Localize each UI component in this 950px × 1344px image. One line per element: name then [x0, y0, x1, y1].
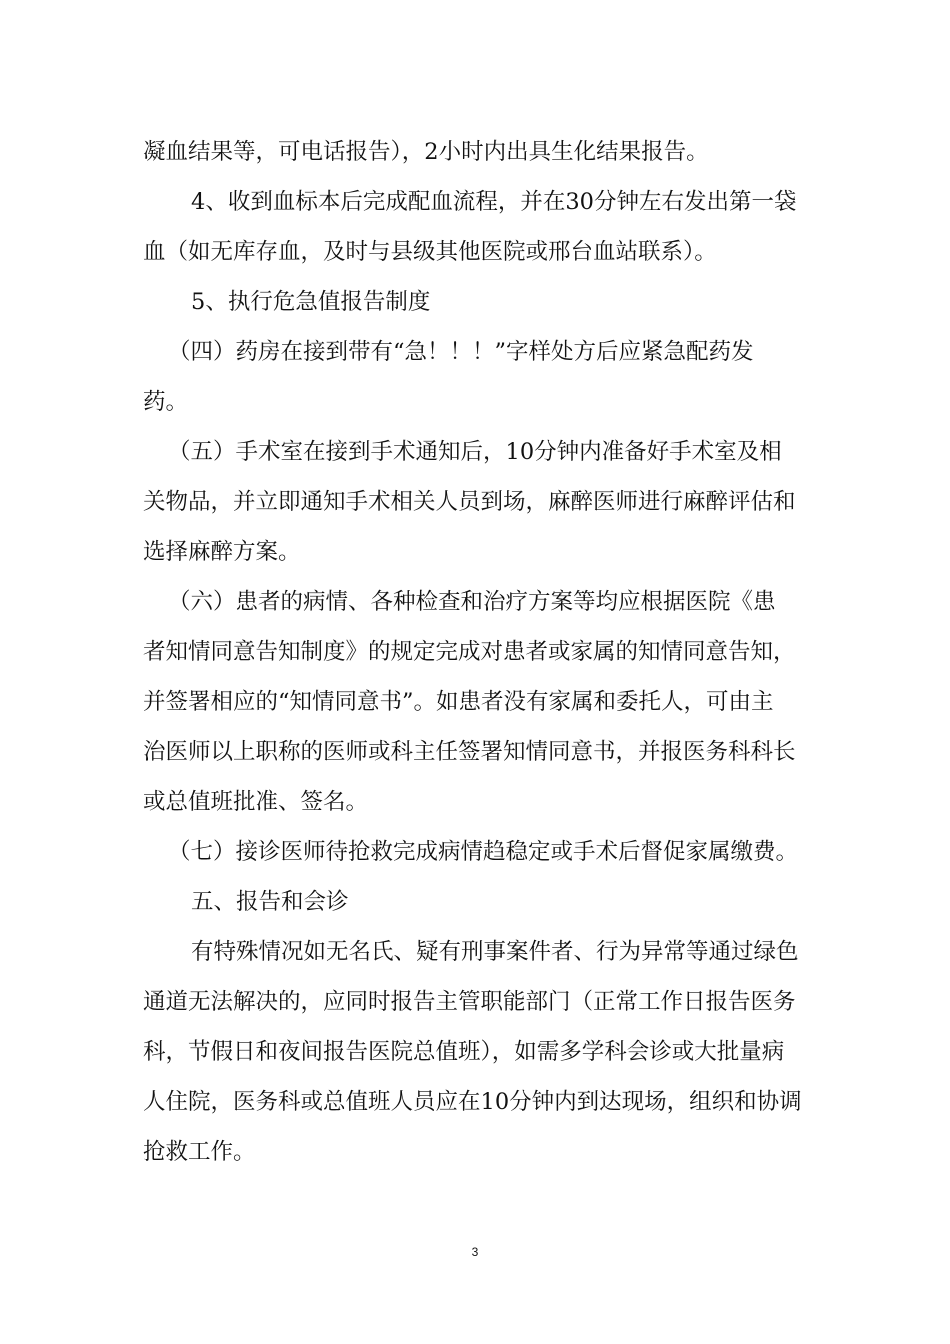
text-line: 5、执行危急值报告制度 — [191, 289, 431, 315]
text-line: 人住院，医务科或总值班人员应在10分钟内到达现场，组织和协调 — [143, 1089, 802, 1115]
text-line: （四）药房在接到带有“急！！！”字样处方后应紧急配药发 — [168, 339, 754, 365]
text-line: 药。 — [143, 389, 189, 415]
text-line: 4、收到血标本后完成配血流程，并在30分钟左右发出第一袋 — [191, 189, 797, 215]
text-line: 科，节假日和夜间报告医院总值班），如需多学科会诊或大批量病 — [143, 1039, 785, 1065]
text-line: 凝血结果等，可电话报告），2小时内出具生化结果报告。 — [143, 139, 709, 165]
page-number: 3 — [471, 1245, 479, 1259]
text-line: 或总值班批准、签名。 — [143, 789, 369, 815]
text-line: 治医师以上职称的医师或科主任签署知情同意书，并报医务科科长 — [143, 739, 796, 765]
text-line: 关物品，并立即通知手术相关人员到场，麻醉医师进行麻醉评估和 — [143, 489, 796, 515]
text-line: 选择麻醉方案。 — [143, 539, 301, 565]
text-line: 者知情同意告知制度》的规定完成对患者或家属的知情同意告知， — [143, 639, 796, 665]
text-line: 有特殊情况如无名氏、疑有刑事案件者、行为异常等通过绿色 — [191, 939, 799, 965]
text-line: （五）手术室在接到手术通知后，10分钟内准备好手术室及相 — [168, 439, 782, 465]
text-line: 抢救工作。 — [143, 1139, 256, 1165]
text-line: 血（如无库存血，及时与县级其他医院或邢台血站联系）。 — [143, 239, 717, 265]
text-line: 通道无法解决的，应同时报告主管职能部门（正常工作日报告医务 — [143, 989, 796, 1015]
text-line: （六）患者的病情、各种检查和治疗方案等均应根据医院《患 — [168, 589, 776, 615]
text-line: （七）接诊医师待抢救完成病情趋稳定或手术后督促家属缴费。 — [168, 839, 799, 865]
section-heading: 五、报告和会诊 — [191, 889, 349, 915]
text-line: 并签署相应的“知情同意书”。如患者没有家属和委托人，可由主 — [143, 689, 774, 715]
